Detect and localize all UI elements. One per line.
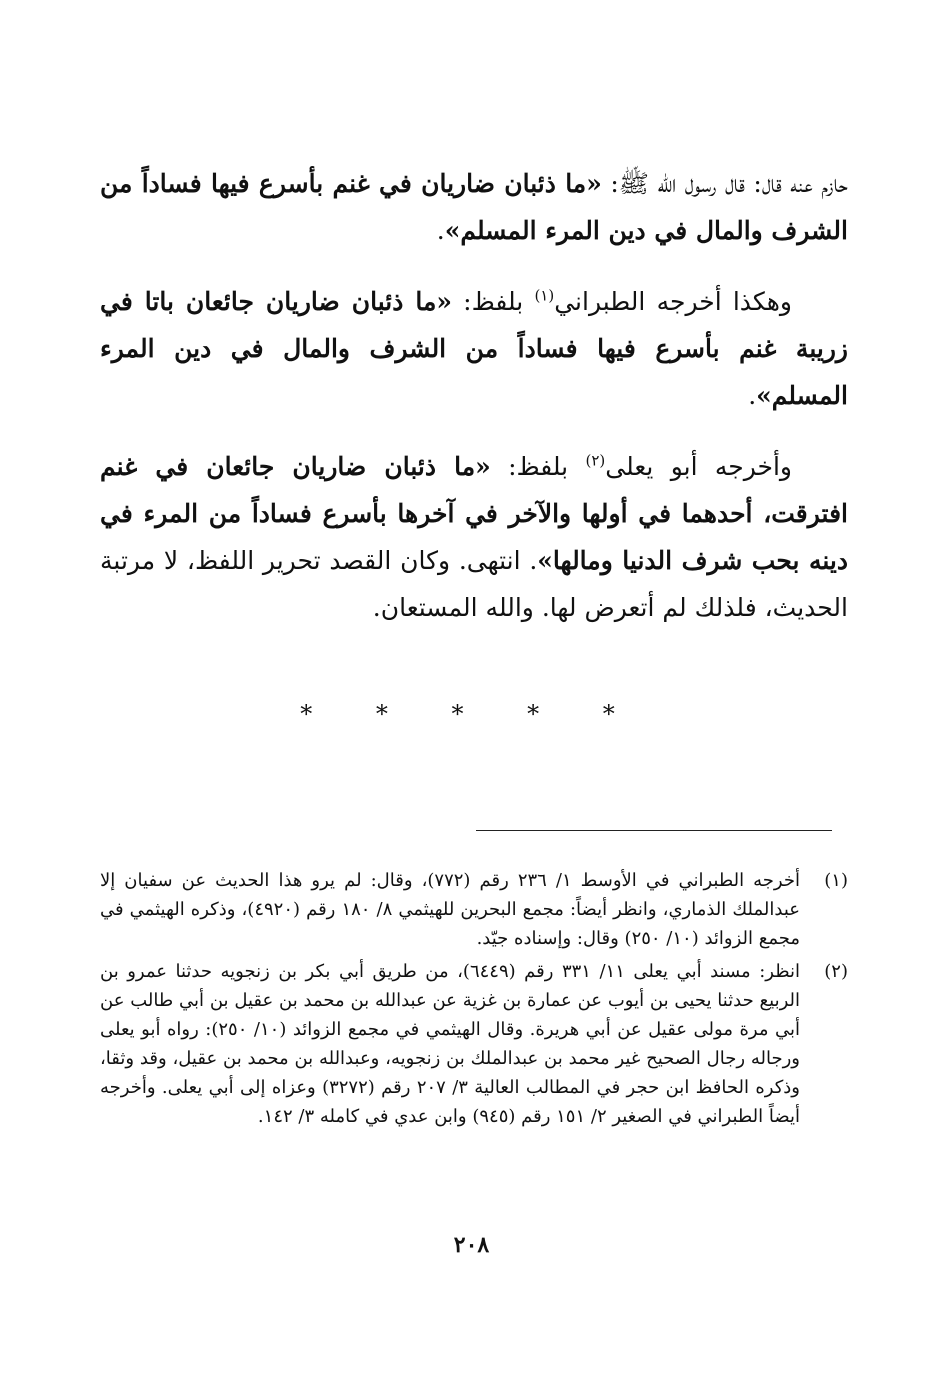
paragraph-1-end: .	[436, 216, 445, 245]
footnote-2	[100, 957, 848, 1131]
footnotes-section	[100, 866, 848, 1135]
paragraph-1	[100, 160, 848, 254]
footnote-2-number: (٢)	[824, 961, 848, 982]
footnote-divider	[476, 830, 832, 831]
paragraph-3-end: . انتهى. وكان القصد تحرير اللفظ، لا مرتبة الحديث، فلذلك لم أتعرض لها. والله المستعان.	[100, 546, 848, 622]
footnote-ref-1[interactable]: (١)	[534, 286, 555, 305]
hadith-quote-2: «ما ذئبان ضاريان جائعان باتا في زريبة غنم بأسرع فيها فساداً من الشرف والمال في دين المرء المسلم»	[100, 287, 848, 410]
hadith-quote-3: «ما ذئبان ضاريان جائعان في غنم افترقت، أحدهما في أولها والآخر في آخرها بأسرع فساداً من المرء في دينه بحب شرف الدنيا ومالها»	[100, 452, 848, 575]
main-text-body	[100, 160, 848, 655]
paragraph-2-end: .	[748, 381, 757, 410]
paragraph-2-mid: بلفظ:	[451, 287, 535, 316]
paragraph-1-intro: حازم عنه قال: قال رسول الله ﷺ:	[601, 169, 848, 198]
hadith-quote-1: «ما ذئبان ضاريان في غنم بأسرع فيها فساداً من الشرف والمال في دين المرء المسلم»	[100, 169, 848, 245]
paragraph-3	[100, 443, 848, 631]
footnote-2-text: انظر: مسند أبي يعلى ١١/ ٣٣١ رقم (٦٤٤٩)، من طريق أبي بكر بن زنجويه حدثنا عمرو بن الربيع حدثنا يحيى بن أيوب عن عمارة بن غزية عن عبدالله بن محمد بن عقيل بن أبي طالب عن أبي مرة مولى عقيل عن أبي هريرة. وقال الهيثمي في مجمع الزوائد (١٠/ ٢٥٠): رواه أبو يعلى ورجاله رجال الصحيح غير محمد بن عبدالملك بن زنجويه، وعبدالله بن محمد بن عقيل، وقد وثقا، وذكره الحافظ ابن حجر في المطالب العالية ٣/ ٢٠٧ رقم (٣٢٧٢) وعزاه إلى أبي يعلى. وأخرجه أيضاً الطبراني في الصغير ٢/ ١٥١ رقم (٩٤٥) وابن عدي في كامله ٣/ ١٤٢.	[100, 961, 800, 1127]
paragraph-2-intro: وهكذا أخرجه الطبراني	[554, 287, 792, 316]
page-number: ٢٠٨	[453, 1232, 490, 1258]
paragraph-3-intro: وأخرجه أبو يعلى	[605, 452, 792, 481]
paragraph-3-mid: بلفظ:	[490, 452, 586, 481]
paragraph-2	[100, 278, 848, 419]
section-separator: * * * * *	[300, 700, 643, 728]
footnote-1-text: أخرجه الطبراني في الأوسط ١/ ٢٣٦ رقم (٧٧٢)، وقال: لم يرو هذا الحديث عن سفيان إلا عبدالملك الذماري، وانظر أيضاً: مجمع البحرين للهيثمي ٨/ ١٨٠ رقم (٤٩٢٠)، وذكره الهيثمي في مجمع الزوائد (١٠/ ٢٥٠) وقال: وإسناده جيّد.	[100, 870, 800, 949]
footnote-1-number: (١)	[824, 870, 848, 891]
footnote-1	[100, 866, 848, 953]
footnote-ref-2[interactable]: (٢)	[585, 451, 606, 470]
